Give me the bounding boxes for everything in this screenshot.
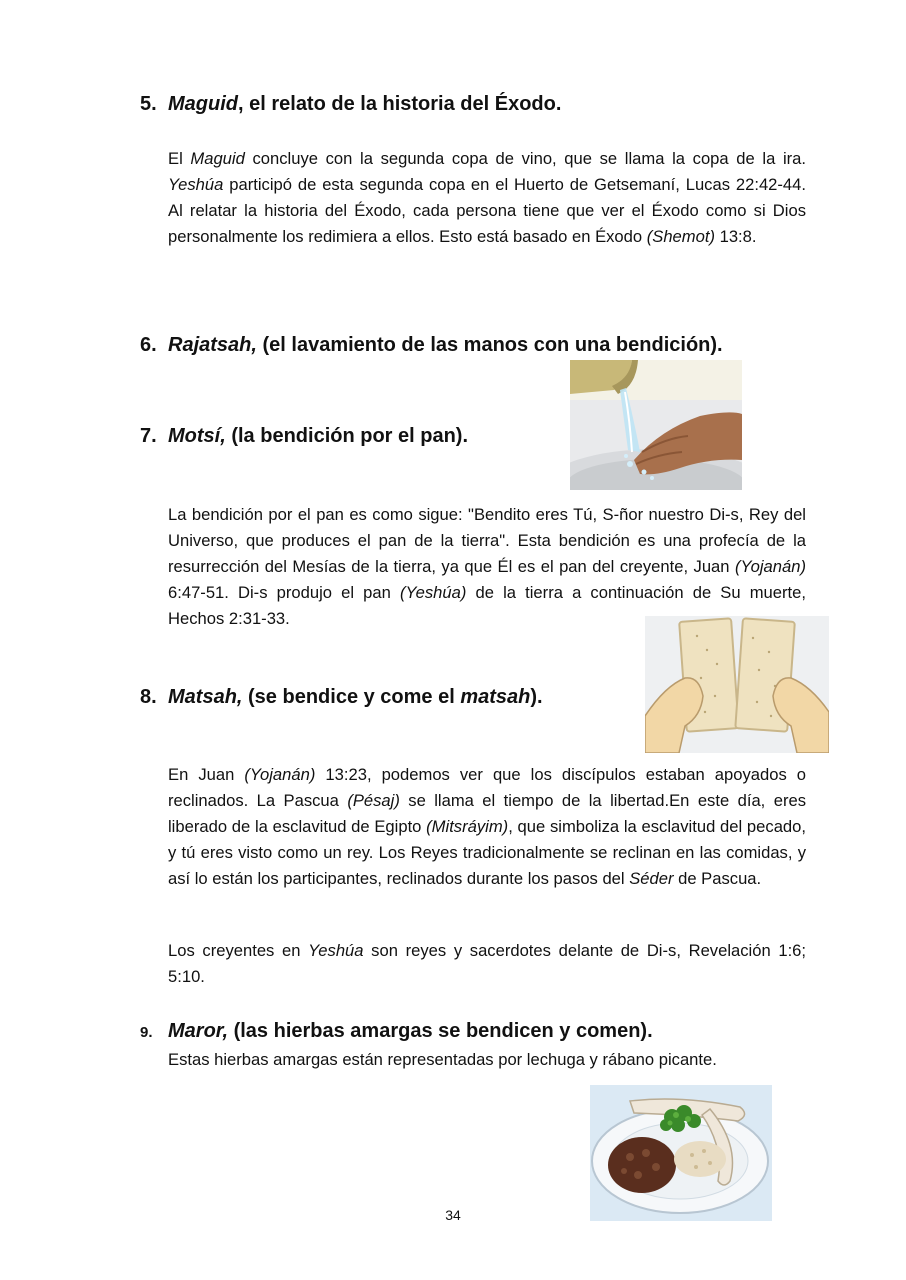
text-italic: Séder: [629, 869, 674, 888]
section-title: (las hierbas amargas se bendicen y comen).: [228, 1020, 653, 1042]
section-term: Maror,: [168, 1020, 229, 1042]
text-italic: (Yojanán): [734, 557, 806, 576]
text: 13:23, podemos ver que los discípulos estaban apoyados o reclinados. La Pascua: [168, 765, 807, 810]
text: se llama el tiempo de la libertad.En este día, eres liberado de la esclavitud de Egipto: [168, 791, 806, 836]
section-5-paragraph: [168, 146, 806, 250]
text: participó de esta segunda copa en el Huerto de Getsemaní, Lucas 22:42-44. Al relatar la historia del Éxodo, cada persona tiene que ver el Éxodo como si Dios personalmente los redimiera a ellos. Esto está basado en Éxodo: [168, 175, 806, 246]
text: El: [168, 149, 191, 168]
bitter-herbs-plate-illustration: [590, 1085, 772, 1221]
section-number: 8.: [140, 686, 157, 708]
section-7-heading: [140, 423, 468, 449]
text: , que simboliza la esclavitud del pecado, y tú eres visto como un rey. Los Reyes tradicionalmente se reclinan en las comidas, y así lo están los participantes, reclinados durante los pasos del: [168, 817, 806, 888]
text: de la tierra a continuación de Su muerte, Hechos 2:31-33.: [168, 583, 806, 628]
text-italic: (Shemot): [646, 227, 715, 246]
text-italic: Yeshúa: [168, 175, 224, 194]
section-number: 5.: [140, 93, 157, 115]
text-italic: (Pésaj): [347, 791, 400, 810]
section-7-paragraph: [168, 502, 806, 632]
text-italic: (Mitsráyim): [426, 817, 509, 836]
section-title: (se bendice y come el: [242, 686, 461, 708]
section-8-heading: [140, 684, 543, 710]
section-9-heading: [140, 1018, 653, 1046]
text: 13:8.: [714, 227, 757, 246]
section-title: , el relato de la historia del Éxodo.: [238, 93, 562, 115]
section-title: ).: [530, 686, 543, 708]
text: concluye con la segunda copa de vino, que se llama la copa de la ira.: [244, 149, 806, 168]
matzah-bread-illustration: [645, 616, 829, 753]
section-term: matsah: [460, 686, 531, 708]
section-8-paragraph-2: [168, 938, 806, 990]
section-number: 9.: [140, 1024, 153, 1041]
text: son reyes y sacerdotes delante de Di-s, Revelación 1:6; 5:10.: [168, 941, 807, 986]
page-number: 34: [445, 1207, 461, 1223]
section-title: (el lavamiento de las manos con una bendición).: [256, 334, 723, 356]
section-title: (la bendición por el pan).: [225, 425, 469, 447]
hand-washing-illustration: [570, 360, 742, 490]
text-italic: (Yojanán): [244, 765, 316, 784]
text-italic: (Yeshúa): [399, 583, 467, 602]
section-term: Maguid: [168, 93, 238, 115]
section-term: Rajatsah,: [168, 334, 257, 356]
text: Los creyentes en: [168, 941, 309, 960]
text: de Pascua.: [673, 869, 762, 888]
section-number: 6.: [140, 334, 157, 356]
section-number: 7.: [140, 425, 157, 447]
text: La bendición por el pan es como sigue: "Bendito eres Tú, S-ñor nuestro Di-s, Rey del Universo, que produces el pan de la tierra". Esta bendición es una profecía de la resurrección del Mesías de la tierra, ya que Él es el pan del creyente, Juan: [168, 505, 806, 576]
section-6-heading: [140, 332, 723, 358]
section-term: Matsah,: [168, 686, 243, 708]
text: En Juan: [168, 765, 245, 784]
section-9-paragraph: Estas hierbas amargas están representadas por lechuga y rábano picante.: [168, 1050, 717, 1069]
section-term: Motsí,: [168, 425, 226, 447]
section-8-paragraph: [168, 762, 806, 892]
text-italic: Maguid: [190, 149, 245, 168]
text-italic: Yeshúa: [308, 941, 364, 960]
section-5-heading: [140, 91, 561, 117]
text: 6:47-51. Di-s produjo el pan: [168, 583, 400, 602]
